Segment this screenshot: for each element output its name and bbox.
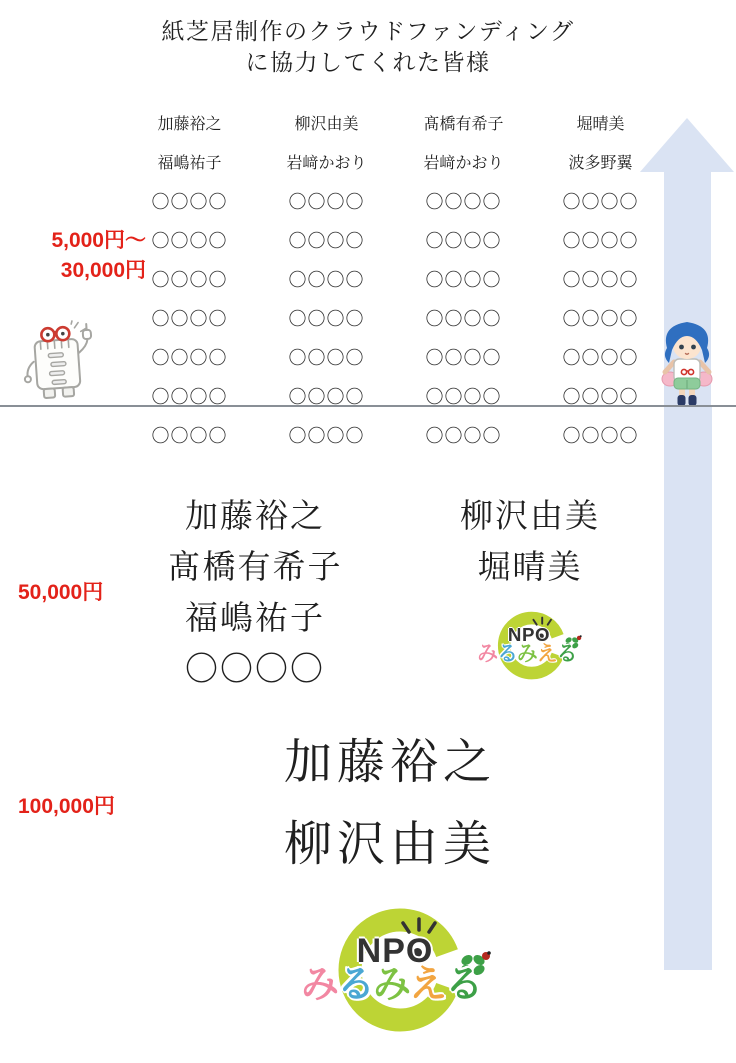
supporter-name: 岩﨑かおり <box>286 155 367 172</box>
supporter-placeholder: 〇〇〇〇 <box>288 270 365 290</box>
ladybug-icon <box>482 951 491 960</box>
supporter-name: 加藤裕之 <box>283 736 496 789</box>
supporter-name: 堀晴美 <box>576 116 625 133</box>
supporter-placeholder: 〇〇〇〇 <box>425 309 502 329</box>
supporter-placeholder: 〇〇〇〇 <box>288 426 365 446</box>
supporter-grid-row <box>121 261 669 300</box>
logo-org-type: NPO <box>356 932 434 970</box>
supporter-placeholder: 〇〇〇〇 <box>425 426 502 446</box>
supporter-grid-row <box>121 222 669 261</box>
tier-label-50000: 50,000円 <box>18 581 104 604</box>
supporter-name: 髙橋有希子 <box>423 116 504 133</box>
tier3-names <box>230 722 550 886</box>
supporter-placeholder: 〇〇〇〇 <box>425 192 502 212</box>
supporter-grid-row <box>121 339 669 378</box>
supporter-placeholder: 〇〇〇〇 <box>151 270 228 290</box>
supporter-placeholder: 〇〇〇〇 <box>425 270 502 290</box>
supporter-grid-row <box>121 300 669 339</box>
page-title-line1: 紙芝居制作のクラウドファンディング <box>161 18 575 44</box>
supporter-grid-row <box>121 105 669 144</box>
supporter-placeholder: 〇〇〇〇 <box>185 650 325 687</box>
page-title <box>0 16 736 78</box>
logo-org-name: み る み え る <box>301 964 482 1006</box>
tier2-right-column <box>425 490 635 592</box>
supporter-grid-row <box>121 144 669 183</box>
supporter-placeholder: 〇〇〇〇 <box>151 231 228 251</box>
supporter-placeholder: 〇〇〇〇 <box>425 231 502 251</box>
logo-org-type: NPO <box>507 624 551 646</box>
supporter-name: 堀晴美 <box>477 548 583 585</box>
supporter-placeholder: 〇〇〇〇 <box>151 348 228 368</box>
supporter-placeholder: 〇〇〇〇 <box>288 348 365 368</box>
supporter-placeholder: 〇〇〇〇 <box>288 192 365 212</box>
supporter-placeholder: 〇〇〇〇 <box>562 231 639 251</box>
supporter-placeholder: 〇〇〇〇 <box>288 309 365 329</box>
supporter-grid-row <box>121 417 669 456</box>
supporter-placeholder: 〇〇〇〇 <box>151 426 228 446</box>
supporter-placeholder: 〇〇〇〇 <box>425 348 502 368</box>
npo-mirumieru-logo-small <box>474 606 596 690</box>
supporter-placeholder: 〇〇〇〇 <box>562 192 639 212</box>
robot-mascot-icon <box>14 320 106 406</box>
supporter-name: 髙橋有希子 <box>167 548 343 585</box>
up-arrow-shaft <box>664 407 712 970</box>
supporter-name: 加藤裕之 <box>185 497 325 534</box>
tier2-left-column <box>150 490 360 694</box>
supporter-placeholder: 〇〇〇〇 <box>562 387 639 407</box>
page-title-line2: に協力してくれた皆様 <box>245 49 491 75</box>
tier-label-100000: 100,000円 <box>18 795 115 818</box>
supporter-name: 柳沢由美 <box>460 497 600 534</box>
supporter-name: 柳沢由美 <box>283 818 496 871</box>
supporter-placeholder: 〇〇〇〇 <box>151 192 228 212</box>
npo-mirumieru-logo-large <box>295 898 515 1048</box>
supporter-name: 加藤裕之 <box>157 116 222 133</box>
supporter-placeholder: 〇〇〇〇 <box>425 387 502 407</box>
supporter-placeholder: 〇〇〇〇 <box>562 270 639 290</box>
supporter-grid-row <box>121 183 669 222</box>
supporter-name: 福嶋祐子 <box>185 599 325 636</box>
supporter-name: 福嶋祐子 <box>157 155 222 172</box>
supporter-placeholder: 〇〇〇〇 <box>288 387 365 407</box>
tier-label-5000-30000: 5,000円〜 30,000円 <box>51 229 146 282</box>
supporter-placeholder: 〇〇〇〇 <box>151 309 228 329</box>
logo-org-name: み る み え る <box>477 642 577 666</box>
supporter-name: 柳沢由美 <box>294 116 359 133</box>
supporter-placeholder: 〇〇〇〇 <box>288 231 365 251</box>
supporter-grid-row <box>121 378 669 417</box>
supporter-placeholder: 〇〇〇〇 <box>562 348 639 368</box>
supporter-placeholder: 〇〇〇〇 <box>151 387 228 407</box>
supporter-placeholder: 〇〇〇〇 <box>562 309 639 329</box>
supporter-name: 岩﨑かおり <box>423 155 504 172</box>
ladybug-icon <box>577 635 582 640</box>
supporter-name: 波多野翼 <box>568 155 633 172</box>
supporter-grid <box>121 105 669 456</box>
supporter-placeholder: 〇〇〇〇 <box>562 426 639 446</box>
